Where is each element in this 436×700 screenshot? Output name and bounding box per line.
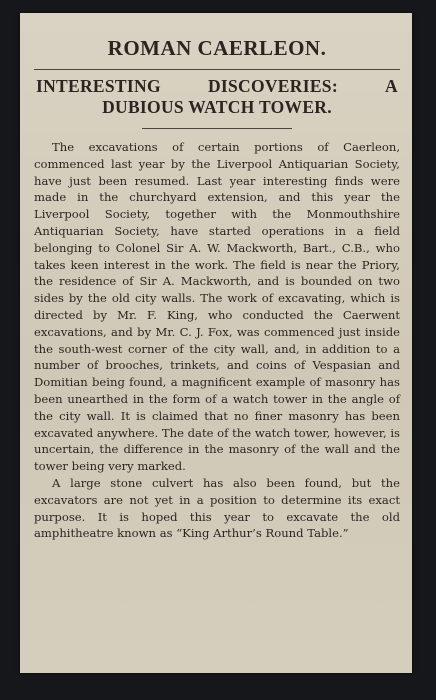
subheadline-rule xyxy=(142,128,292,129)
newspaper-clipping xyxy=(20,13,412,673)
subheadline-word-1: INTERESTING xyxy=(36,76,161,96)
headline: ROMAN CAERLEON. xyxy=(107,36,327,60)
subheadline-line-1 xyxy=(34,76,400,97)
headline-rule xyxy=(34,69,400,70)
subheadline-word-2: DISCOVERIES: xyxy=(207,76,338,96)
subheadline xyxy=(34,76,400,118)
subheadline-line-2: DUBIOUS WATCH TOWER. xyxy=(102,97,332,117)
subheadline-word-3: A xyxy=(385,76,398,96)
article-body xyxy=(34,139,400,542)
paragraph-2: A large stone culvert has also been found, but the excavators are not yet in a position to determine its exact purpose. It is hoped this year to excavate the old amphitheatre known as “King Arthur’s Round Table.” xyxy=(34,475,400,541)
paragraph-1: The excavations of certain portions of Caerleon, commenced last year by the Liverpool Antiquarian Society, have just been resumed. Last year interesting finds were made in the churchyard extension, and this year the Liverpool Society, together with the Monmouthshire Antiquarian Society, have started operations in a field belonging to Colonel Sir A. W. Mackworth, Bart., C.B., who takes keen interest in the work. The field is near the Priory, the residence of Sir A. Mackworth, and is bounded on two sides by the old city walls. The work of excavating, which is directed by Mr. F. King, who conducted the Caerwent excavations, and by Mr. C. J. Fox, was commenced just inside the south-west corner of the city wall, and, in addition to a number of brooches, trinkets, and coins of Vespasian and Domitian being found, a magnificent example of masonry has been unearthed in the form of a watch tower in the angle of the city wall. It is claimed that no finer masonry has been excavated anywhere. The date of the watch tower, however, is uncertain, the difference in the masonry of the wall and the tower being very marked. xyxy=(34,140,400,474)
